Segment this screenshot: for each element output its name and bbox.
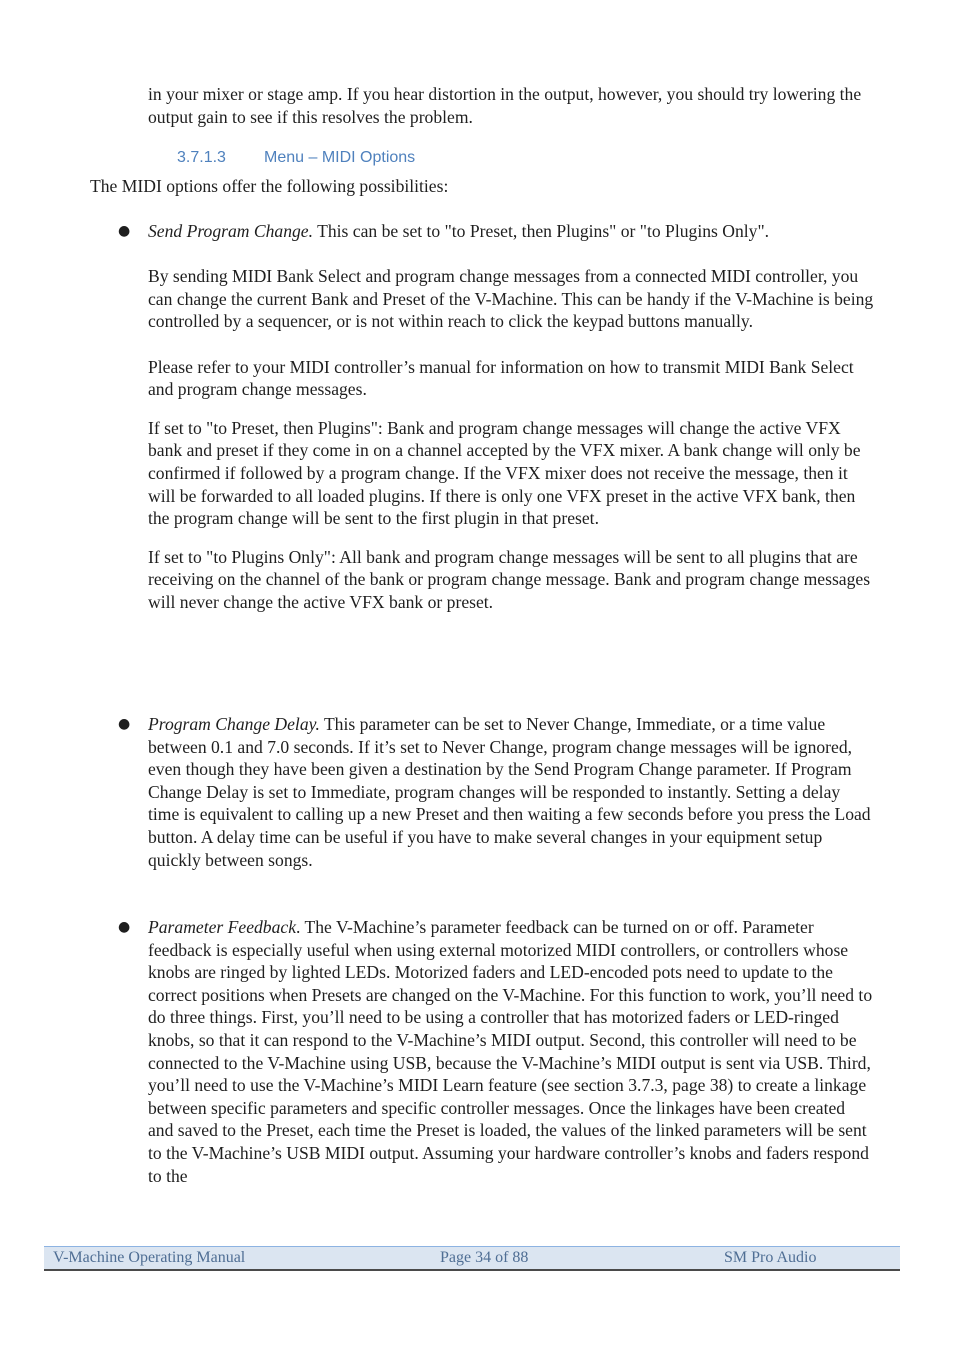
bullet-parameter-feedback: [118, 916, 874, 1187]
section-heading: [177, 147, 415, 169]
bullet-lead-text: [148, 220, 874, 243]
bullet-paragraph: By sending MIDI Bank Select and program change messages from a connected MIDI controller, you can change the current Bank and Preset of the V-Machine. This can be handy if the V-Machine is being controlled by a sequencer, or is not within reach to click the keypad buttons manually.: [148, 266, 874, 332]
bullet-first-line: This can be set to "to Preset, then Plugins" or "to Plugins Only".: [313, 221, 770, 241]
section-title: Menu – MIDI Options: [264, 149, 416, 166]
footer-manual-title: V-Machine Operating Manual: [53, 1249, 246, 1266]
bullet-marker: ●: [118, 716, 131, 732]
footer-company: SM Pro Audio: [724, 1249, 817, 1266]
bullet-marker: ●: [118, 919, 131, 935]
bullet-lead-text: [148, 713, 874, 871]
bullet-paragraph: If set to "to Plugins Only": All bank and program change messages will be sent to all plugins that are receiving on the channel of the bank or program change message. Bank and program change messages will never change the active VFX bank or preset.: [148, 546, 871, 612]
bullet-paragraph: If set to "to Preset, then Plugins": Bank and program change messages will change the active VFX bank and preset if they come in on a channel accepted by the VFX mixer. A bank change will only be confirmed if followed by a program change. If the VFX mixer does not receive the message, then it will be forwarded to all loaded plugins. If there is only one VFX preset in the active VFX bank, then the program change will be sent to the first plugin in that preset.: [148, 417, 861, 529]
bullet-term: Parameter Feedback: [148, 917, 297, 937]
footer-page-number: Page 34 of 88: [440, 1249, 529, 1266]
section-number: 3.7.1.3: [177, 149, 226, 166]
bullet-body: This parameter can be set to Never Change, Immediate, or a time value between 0.1 and 7.0 seconds. If it’s set to Never Change, program change messages will be ignored, even though they have been given a destination by the Send Program Change parameter. If Program Change Delay is set to Immediate, program changes will be responded to instantly. Setting a delay time is equivalent to calling up a new Preset and then waiting a few seconds before you press the Load button. A delay time can be useful if you have to make several changes in your equipment setup quickly between songs.: [148, 714, 871, 870]
intro-paragraph: in your mixer or stage amp. If you hear distortion in the output, however, you should try lowering the output gain to see if this resolves the problem.: [148, 84, 862, 127]
bullet-marker: ●: [118, 223, 131, 239]
bullet-term: Program Change Delay.: [148, 714, 320, 734]
page-footer: [44, 1246, 900, 1271]
bullet-term: Send Program Change.: [148, 221, 314, 241]
bullet-program-change-delay: [118, 713, 874, 871]
bullet-paragraph: Please refer to your MIDI controller’s manual for information on how to transmit MIDI Bank Select and program change messages.: [148, 356, 854, 400]
bullet-body: . The V-Machine’s parameter feedback can be turned on or off. Parameter feedback is especially useful when using external motorized MIDI controllers, or controllers whose knobs are ringed by lighted LEDs. Motorized faders and LED-encoded pots need to update to the correct positions when Presets are changed on the V-Machine. For this function to work, you’ll need to do three things. First, you’ll need to be using a controller that has motorized faders or LED-ringed knobs, so that it can respond to the V-Machine’s MIDI output. Second, this controller will need to be connected to the V-Machine using USB, because the V-Machine’s MIDI output is sent via USB. Third, you’ll need to use the V-Machine’s MIDI Learn feature (see section 3.7.3, page 38) to create a linkage between specific parameters and specific controller messages. Once the linkages have been created and saved to the Preset, each time the Preset is loaded, the values of the linked parameters will be sent to the V-Machine’s USB MIDI output. Assuming your hardware controller’s knobs and faders respond to the: [148, 917, 873, 1186]
bullet-lead-text: [148, 916, 874, 1187]
bullet-send-program-change: [118, 220, 874, 614]
lead-paragraph: The MIDI options offer the following possibilities:: [90, 176, 449, 196]
